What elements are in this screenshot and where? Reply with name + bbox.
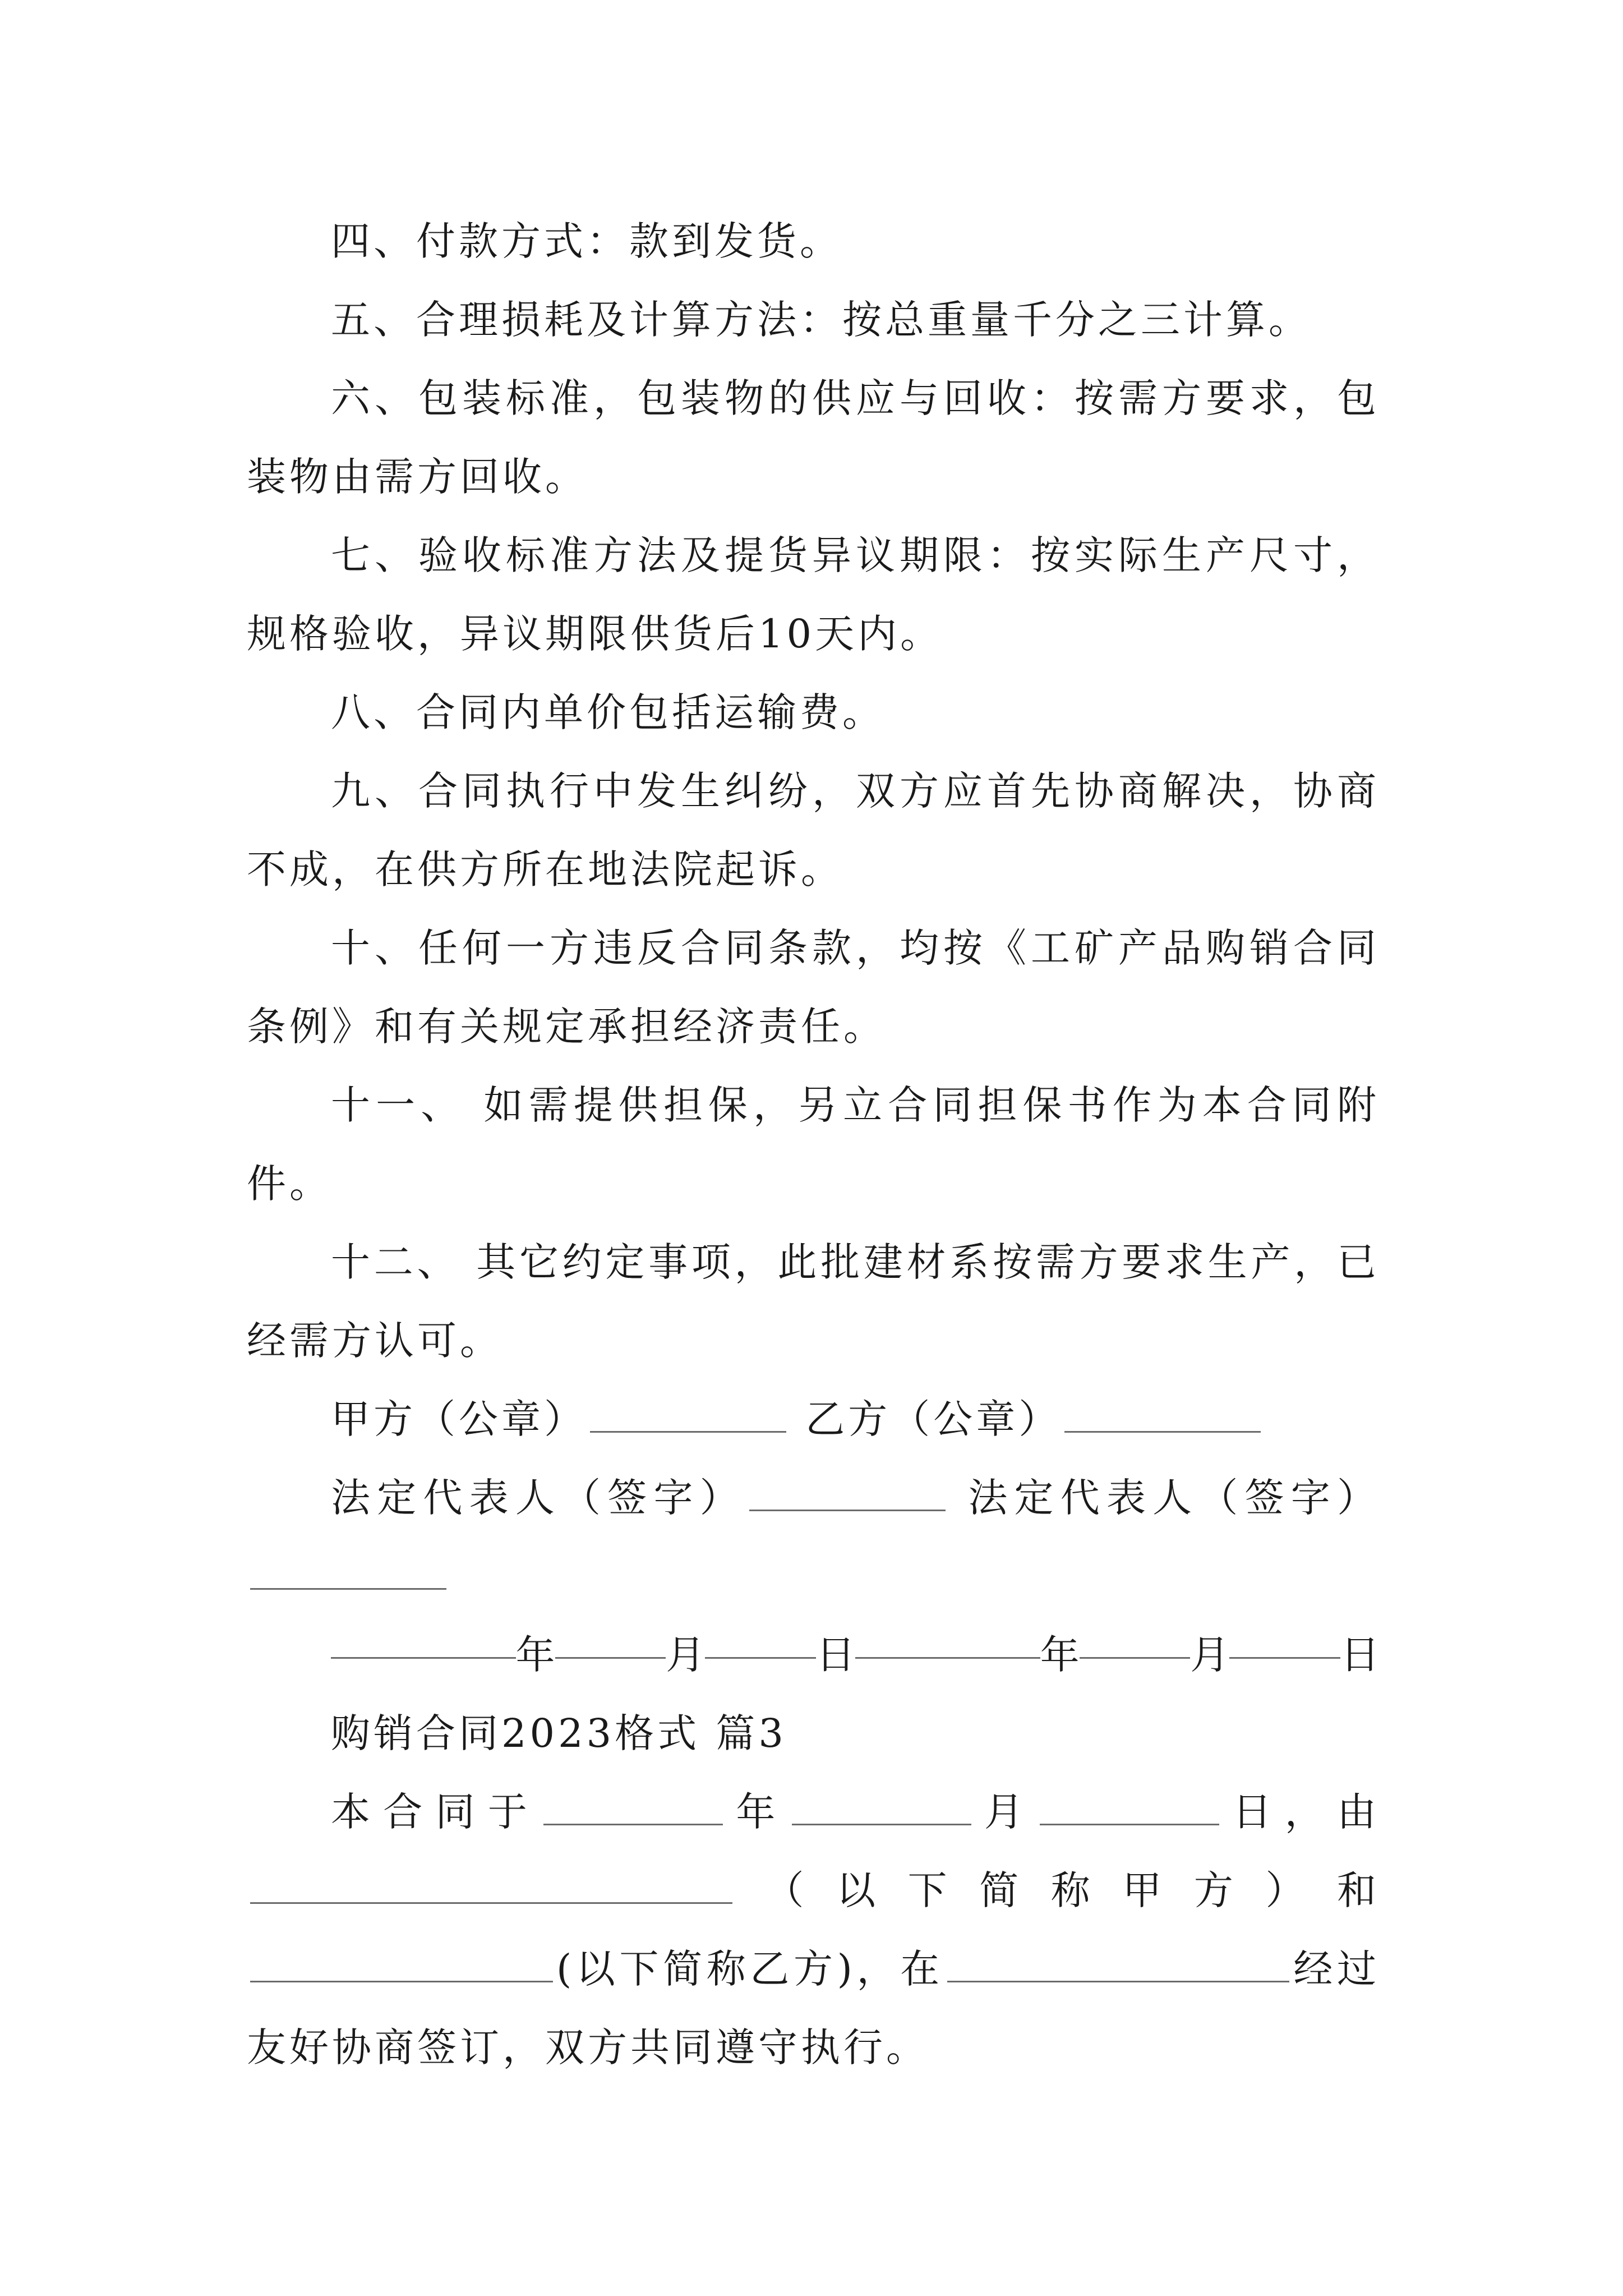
date-a-year-blank bbox=[331, 1616, 516, 1659]
party-b-seal-label: 乙方（公章） bbox=[805, 1396, 1062, 1442]
date-a-day-label: 日 bbox=[816, 1632, 856, 1678]
date-b-day-blank bbox=[1229, 1616, 1340, 1659]
intro-year-label: 年 bbox=[726, 1789, 789, 1835]
intro-party-a: （以下简称甲方）和 bbox=[736, 1867, 1380, 1913]
date-b-year-blank bbox=[855, 1616, 1040, 1659]
party-b-name-blank bbox=[250, 1939, 553, 1982]
date-b-month-blank bbox=[1080, 1616, 1191, 1659]
intro-day-label: 日，由 bbox=[1223, 1789, 1380, 1835]
party-a-seal-label: 甲方（公章） bbox=[331, 1396, 587, 1442]
clause-5: 五、合理损耗及计算方法：按总重量千分之三计算。 bbox=[331, 297, 1311, 343]
party-a-seal-blank bbox=[590, 1389, 786, 1433]
clause-7: 七、验收标准方法及提货异议期限：按实际生产尺寸，规格验收，异议期限供货后10天内。 bbox=[247, 532, 1380, 657]
intro-month-blank bbox=[792, 1782, 971, 1825]
seal-line bbox=[247, 1380, 1380, 1458]
rep-b-blank bbox=[250, 1547, 446, 1590]
date-line bbox=[247, 1616, 1380, 1694]
clause-9: 九、合同执行中发生纠纷，双方应首先协商解决，协商不成，在供方所在地法院起诉。 bbox=[247, 768, 1380, 892]
intro-month-label: 月 bbox=[974, 1789, 1037, 1835]
clause-11: 十一、 如需提供担保，另立合同担保书作为本合同附件。 bbox=[247, 1082, 1380, 1207]
clause-12: 十二、 其它约定事项，此批建材系按需方要求生产，已经需方认可。 bbox=[247, 1239, 1380, 1364]
intro-closing: 友好协商签订，双方共同遵守执行。 bbox=[247, 2024, 929, 2070]
rep-b-label: 法定代表人（签字） bbox=[968, 1475, 1380, 1521]
date-b-year-label: 年 bbox=[1040, 1632, 1080, 1678]
intro-part-end: 经过 bbox=[1292, 1946, 1380, 1992]
date-a-month-label: 月 bbox=[666, 1632, 706, 1678]
section-title: 购销合同2023格式 篇3 bbox=[331, 1710, 787, 1756]
clause-6: 六、包装标准，包装物的供应与回收：按需方要求，包装物由需方回收。 bbox=[247, 375, 1380, 500]
party-b-seal-blank bbox=[1064, 1389, 1261, 1433]
contract-body bbox=[247, 202, 1380, 2087]
clause-8: 八、合同内单价包括运输费。 bbox=[331, 689, 885, 735]
representative-line bbox=[247, 1458, 1380, 1616]
date-a-day-blank bbox=[705, 1616, 816, 1659]
date-b-day-label: 日 bbox=[1340, 1632, 1380, 1678]
clause-10: 十、任何一方违反合同条款，均按《工矿产品购销合同条例》和有关规定承担经济责任。 bbox=[247, 925, 1380, 1050]
rep-a-blank bbox=[749, 1468, 946, 1511]
party-a-name-blank bbox=[250, 1861, 732, 1904]
clause-4: 四、付款方式：款到发货。 bbox=[331, 218, 842, 264]
intro-day-blank bbox=[1040, 1782, 1219, 1825]
signing-place-blank bbox=[947, 1939, 1289, 1982]
intro-paragraph bbox=[247, 1773, 1380, 2087]
rep-a-label: 法定代表人（签字） bbox=[331, 1475, 746, 1521]
intro-party-b: (以下简称乙方)，在 bbox=[556, 1946, 944, 1992]
intro-year-blank bbox=[543, 1782, 723, 1825]
date-b-month-label: 月 bbox=[1190, 1632, 1230, 1678]
date-a-month-blank bbox=[555, 1616, 666, 1659]
intro-part1: 本合同于 bbox=[331, 1789, 541, 1835]
date-a-year-label: 年 bbox=[515, 1632, 555, 1678]
